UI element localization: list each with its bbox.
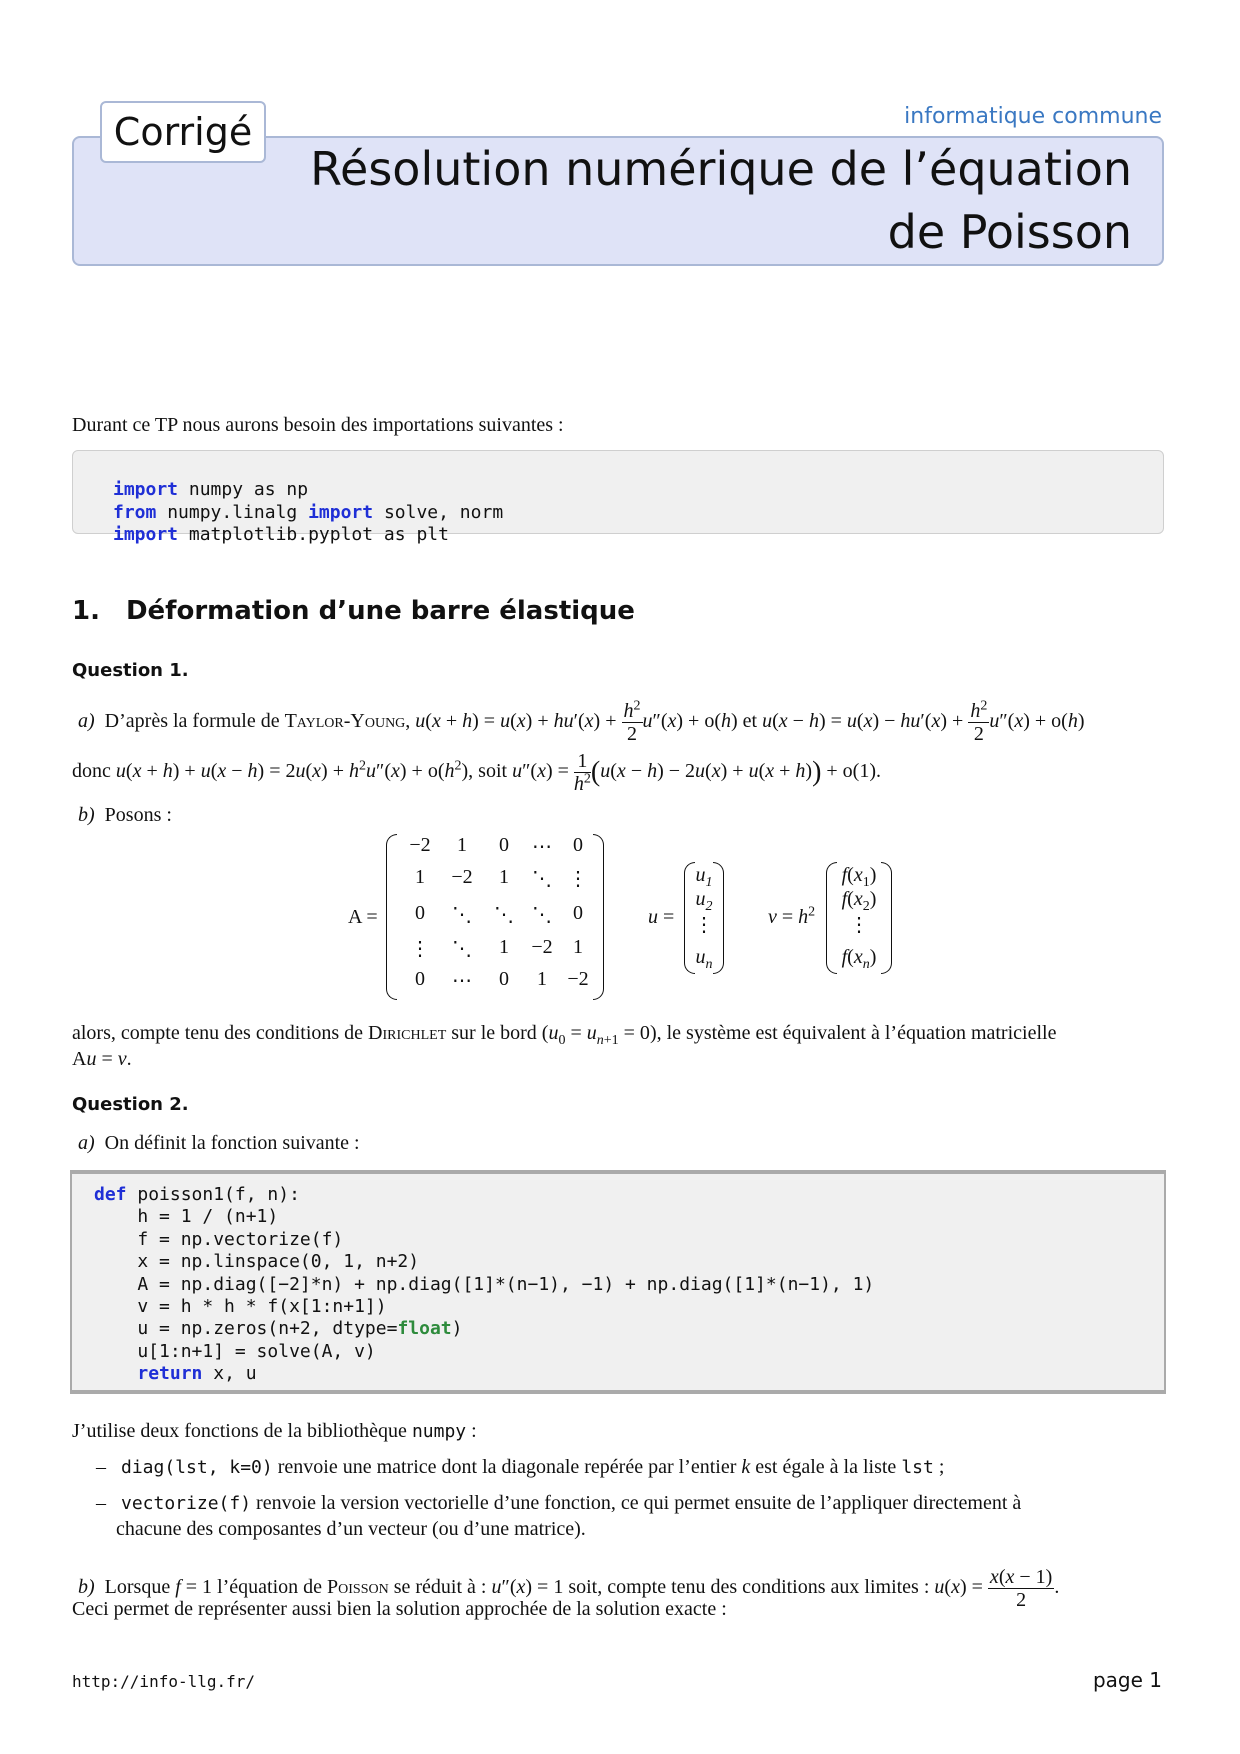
matrix-a-cell: 1 (499, 936, 509, 958)
bullet-diag: – diag(lst, k=0) renvoie une matrice dont la diagonale repérée par l’entier k est égale à la liste lst ; (96, 1456, 945, 1478)
matrix-a-cell: ⋱ (494, 904, 514, 926)
matrix-a-cell: ⋱ (532, 904, 552, 926)
q2-uses-line: J’utilise deux fonctions de la bibliothèque numpy : (72, 1420, 477, 1442)
matrix-a-cell: 1 (457, 834, 467, 856)
matrix-a-cell: 0 (499, 968, 509, 990)
page-title-line1: Résolution numérique de l’équation (310, 142, 1132, 196)
q1-conclusion-line2: Au = v. (72, 1048, 132, 1070)
q1-a-line1: a) D’après la formule de Taylor-Young, u(x + h) = u(x) + hu′(x) + $\frac{h^2}{2}$ u″(x) + o(h) et u(x − h) = u(x) − hu′(x) + $\frac{h^2}{2}$ u″(x) + o(h) (78, 698, 1085, 745)
question-1-label: Question 1. (72, 660, 189, 681)
matrix-a-cell: ⋮ (410, 938, 430, 960)
matrix-a-cell: 1 (415, 866, 425, 888)
matrix-a-cell: 1 (537, 968, 547, 990)
section-1-heading: 1. Déformation d’une barre élastique (72, 596, 635, 626)
matrix-a-cell: 1 (499, 866, 509, 888)
footer-url: http://info-llg.fr/ (72, 1672, 256, 1691)
q1-conclusion-line1: alors, compte tenu des conditions de Dirichlet sur le bord $(u_0 = u_{n+1} = 0)$, le système est équivalent à l’équation matricielle (72, 1022, 1057, 1048)
imports-code: import numpy as np from numpy.linalg import solve, norm import matplotlib.pyplot as plt (113, 479, 504, 546)
vector-v-label: $v = h^2$ (768, 904, 816, 928)
vector-v: $f(x_1)$ $f(x_2)$ ⋮ $f(x_n)$ (826, 862, 892, 974)
poisson1-code: def poisson1(f, n): h = 1 / (n+1) f = np.vectorize(f) x = np.linspace(0, 1, n+2) A = np.diag([−2]*n) + np.diag([1]*(n−1), −1) + np.diag([1]*(n−1), 1) v = h * h * f(x[1:n+1]) u = np.zeros(n+2, dtype=float) u[1:n+1] = solve(A, v) return x, u (94, 1184, 875, 1385)
matrix-a-cell: −2 (451, 866, 473, 888)
q1-a-line2: donc $u(x + h) + u(x - h) = 2u(x) + h^2u''(x) + o(h^2)$, soit u″(x) = $\frac{1}{h^2}$ (u(x − h) − 2u(x) + u(x + h)) + o(1). (72, 750, 882, 795)
matrix-a-cell: 0 (415, 902, 425, 924)
q2-a-line: a) On définit la fonction suivante : (78, 1132, 360, 1154)
matrix-a-label: A = (348, 906, 378, 928)
matrix-a-cell: ⋯ (452, 970, 472, 992)
imports-code-block (72, 450, 1164, 546)
page-title-line2: de Poisson (887, 205, 1132, 259)
matrix-a-cell: ⋱ (452, 938, 472, 960)
vector-u: $u_1$ $u_2$ ⋮ $u_n$ (684, 862, 724, 974)
subject-label: informatique commune (904, 104, 1162, 129)
bullet-vectorize-cont: chacune des composantes d’un vecteur (ou d’une matrice). (116, 1518, 586, 1540)
matrix-a-cell: 1 (573, 936, 583, 958)
matrix-a-cell: −2 (409, 834, 431, 856)
footer-page-number: page 1 (1092, 1668, 1162, 1692)
corrige-tag: Corrigé (100, 101, 266, 163)
matrix-a-cell: −2 (531, 936, 553, 958)
matrix-a-cell: ⋱ (532, 868, 552, 890)
matrix-a-cell: 0 (573, 902, 583, 924)
matrix-a-cell: 0 (415, 968, 425, 990)
matrix-a (386, 834, 604, 1000)
matrix-a-cell: ⋱ (452, 904, 472, 926)
q1-b-line: b) Posons : (78, 804, 172, 826)
poisson1-code-block (70, 1170, 1166, 1394)
q2-last-line: Ceci permet de représenter aussi bien la solution approchée de la solution exacte : (72, 1598, 727, 1620)
q2-b-line: b) Lorsque f = 1 l’équation de Poisson se réduit à : u″(x) = 1 soit, compte tenu des conditions aux limites : u(x) = $\frac{x(x - 1)}{2}$ . (78, 1566, 1060, 1611)
vector-u-label: u = (648, 906, 675, 928)
matrix-a-cell: −2 (567, 968, 589, 990)
question-2-label: Question 2. (72, 1094, 189, 1115)
matrix-a-cell: 0 (573, 834, 583, 856)
matrix-a-cell: ⋮ (568, 868, 588, 890)
bullet-vectorize: – vectorize(f) renvoie la version vectorielle d’une fonction, ce qui permet ensuite de l’appliquer directement à (96, 1492, 1022, 1514)
matrix-a-cell: ⋯ (532, 836, 552, 858)
matrix-a-cell: 0 (499, 834, 509, 856)
intro-text: Durant ce TP nous aurons besoin des importations suivantes : (72, 414, 564, 436)
